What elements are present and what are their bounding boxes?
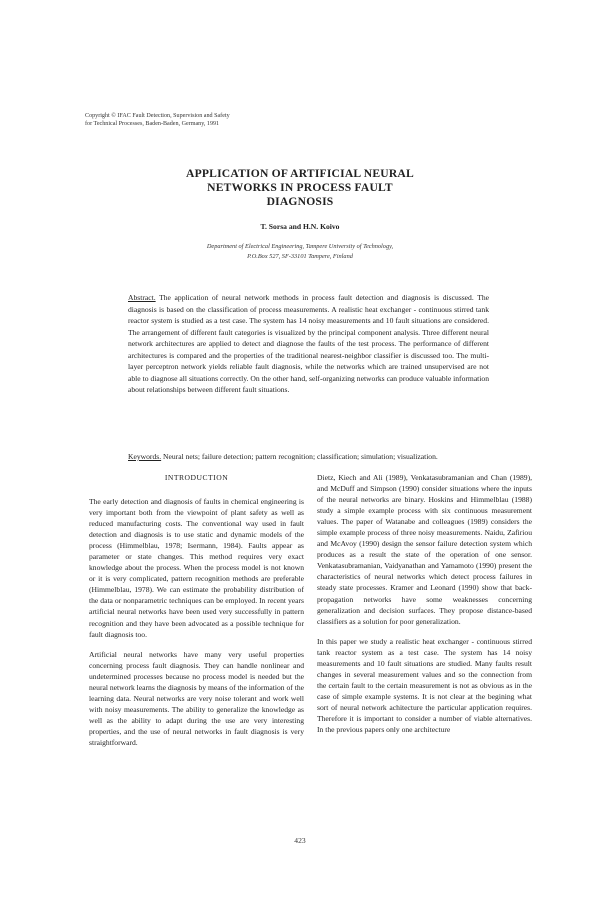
copyright-line: for Technical Processes, Baden-Baden, Germany, 1991 — [85, 120, 220, 127]
paragraph: The early detection and diagnosis of faults in chemical engineering is very important both from the viewpoint of plant safety as well as reduced manufacturing costs. The conventional way used in fault detection and diagnosis is to use static and dynamic models of the process (Himmelblau, 1978; Isermann, 1984). Faults appear as parameter or state changes. This method requires very exact knowledge about the process. When the process model is not known or it is very complicated, pattern recognition methods are preferable (Himmelblau, 1978). We can estimate the probability distribution of the data or nonparametric techniques can be employed. In recent years artificial neural networks have been used very successfully in pattern recognition and they have been advocated as a possible technique for fault diagnosis too. — [89, 497, 304, 639]
page-number: 423 — [294, 836, 306, 845]
section-heading: INTRODUCTION — [164, 473, 229, 482]
title-line: DIAGNOSIS — [266, 195, 334, 208]
keywords-text: Neural nets; failure detection; pattern recognition; classification; simulation; visualization. — [163, 452, 438, 461]
paragraph: Artificial neural networks have many very useful properties concerning process fault diagnosis. They can handle nonlinear and undetermined processes because no process model is needed but the neural network learns the diagnosis by means of the information of the learning data. Neural networks are very noise tolerant and work well with noisy measurements. The ability to generalize the knowledge as well as the ability to adapt during the use are very interesting properties, and the use of neural networks in fault diagnosis is very straightforward. — [89, 649, 304, 747]
keywords-label: Keywords. — [128, 452, 162, 461]
affiliation — [150, 242, 450, 262]
title-line: NETWORKS IN PROCESS FAULT — [207, 181, 393, 194]
abstract-label: Abstract. — [128, 293, 156, 302]
abstract — [128, 292, 489, 396]
authors: T. Sorsa and H.N. Koivo — [260, 222, 340, 231]
left-column — [89, 472, 304, 757]
copyright-notice — [85, 113, 335, 129]
right-column — [317, 472, 532, 744]
keywords — [128, 451, 489, 463]
affiliation-line: P.O.Box 527, SF-33101 Tampere, Finland — [247, 253, 353, 260]
paper-title — [150, 167, 450, 209]
abstract-text: The application of neural network methods in process fault detection and diagnosis is discussed. The diagnosis is based on the classification of process measurements. A realistic heat exchanger - continuous stirred tank reactor system is studied as a test case. The system has 14 noisy measurements and 10 fault situations are considered. The arrangement of different fault categories is visualized by the principal component analysis. Three different neural network architectures are applied to detect and diagnose the faults of the test process. The performance of different architectures is compared and the properties of the traditional nearest-neighbor classifier is discussed too. The multi-layer perceptron network yields reliable fault diagnosis, while the networks which are trained unsupervised are not able to diagnose all situations correctly. On the other hand, self-organizing networks can produce valuable information about relationships between different fault situations. — [128, 293, 489, 394]
paragraph: In this paper we study a realistic heat exchanger - continuous stirred tank reactor system as a test case. The system has 14 noisy measurements and 10 fault situations are studied. Many faults result changes in several measurement values and so the connection from the certain fault to the certain measurement is not as obvious as in the case of simple example systems. It is not clear at the begining what sort of neural network achitecture the particular application requires. Therefore it is important to consider a number of viable alternatives. In the previous papers only one architecture — [317, 636, 532, 735]
copyright-line: Copyright © IFAC Fault Detection, Supervision and Safety — [85, 113, 230, 119]
title-line: APPLICATION OF ARTIFICIAL NEURAL — [186, 167, 414, 180]
paragraph: Dietz, Kiech and Ali (1989), Venkatasubramanian and Chan (1989), and McDuff and Simpson (1990) consider situations where the inputs of the neural networks are binary. Hoskins and Himmelblau (1988) study a simple example process with six continuous measurement values. The paper of Watanabe and colleagues (1989) considers the simple example process of three noisy measurements. Naidu, Zafiriou and McAvoy (1990) design the sensor failure detection system which produces as a result the state of the operation of one sensor. Venkatasubramanian, Vaidyanathan and Yamamoto (1990) present the characteristics of neural networks which detect process failures in steady state processes. Kramer and Leonard (1990) show that back-propagation networks have some weaknesses concerning generalization and decision surfaces. They propose distance-based classifiers as a solution for poor generalization. — [317, 473, 532, 626]
affiliation-line: Department of Electrical Engineering, Tampere University of Technology, — [206, 243, 394, 250]
